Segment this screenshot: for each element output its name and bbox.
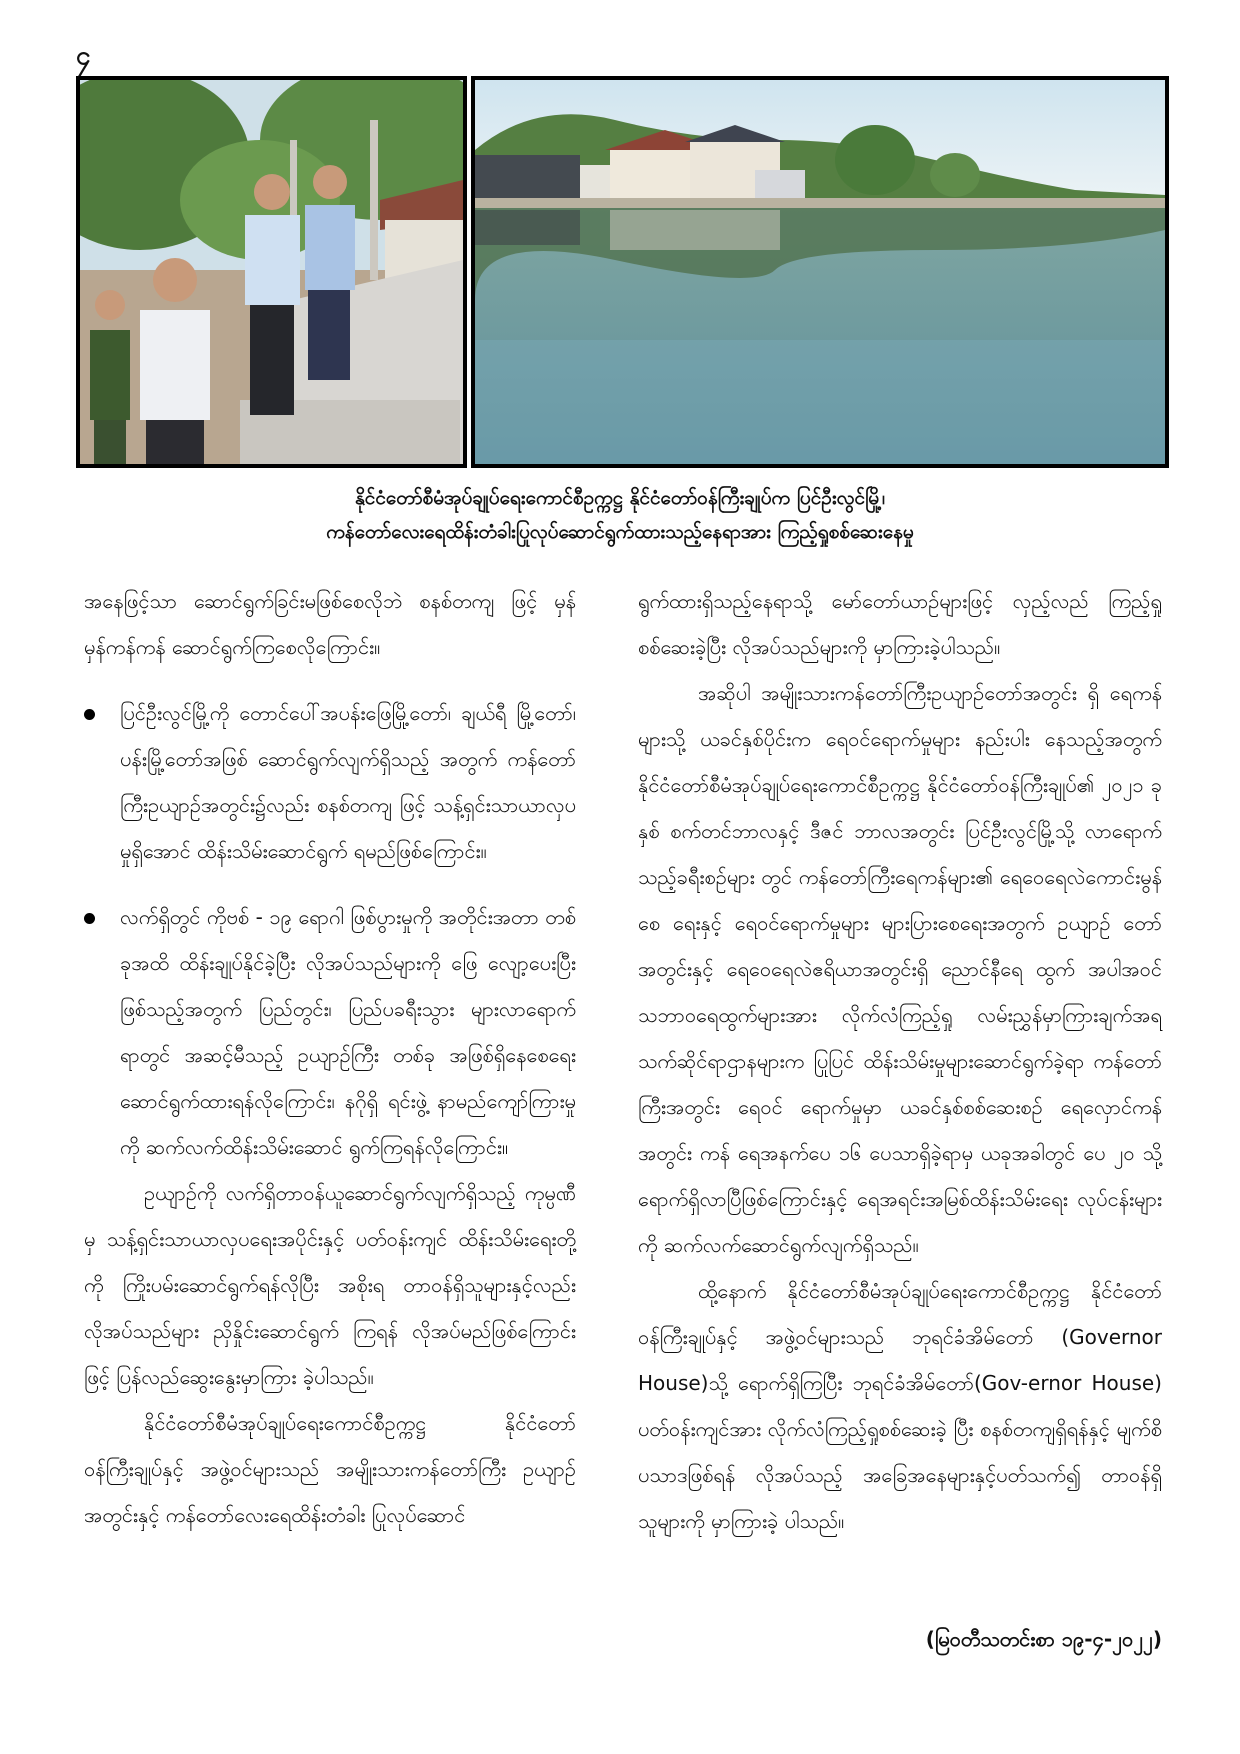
bullet-item [84,690,576,874]
right-text-column [638,578,1162,1544]
source-credit: (မြဝတီသတင်းစာ ၁၉-၄-၂၀၂၂) [925,1627,1162,1651]
lake-reflection-photo [471,76,1169,468]
page-number: ၄ [76,41,91,71]
site-inspection-photo [76,76,467,468]
paragraph: နိုင်ငံတော်စီမံအုပ်ချုပ်ရေးကောင်စီဥက္ကဋ္ဌ နိုင်ငံတော် ဝန်ကြီးချုပ်နှင့် အဖွဲ့ဝင်များသည် အမျိုးသားကန်တော်ကြီး ဥယျာဉ်အတွင်းနှင့် ကန်တော်လေးရေထိန်းတံခါး ပြုလုပ်ဆောင် [84,1411,576,1527]
paragraph: အဆိုပါ အမျိုးသားကန်တော်ကြီးဥယျာဉ်တော်အတွင်း ရှိ ရေကန်များသို့ ယခင်နှစ်ပိုင်းက ရေဝင်ရောက်မှုများ နည်းပါး နေသည့်အတွက် နိုင်ငံတော်စီမံအုပ်ချုပ်ရေးကောင်စီဥက္ကဋ္ဌ နိုင်ငံတော်ဝန်ကြီးချုပ်၏ ၂၀၂၁ ခုနှစ် စက်တင်ဘာလနှင့် ဒီဇင် ဘာလအတွင်း ပြင်ဦးလွင်မြို့သို့ လာရောက်သည့်ခရီးစဉ်များ တွင် ကန်တော်ကြီးရေကန်များ၏ ရေဝေရေလဲကောင်းမွန်စေ ရေးနှင့် ရေဝင်ရောက်မှုများ များပြားစေရေးအတွက် ဥယျာဉ် တော်အတွင်းနှင့် ရေဝေရေလဲဧရိယာအတွင်းရှိ ညောင်နီရေ ထွက် အပါအဝင် သဘာဝရေထွက်များအား လိုက်လံကြည့်ရှု လမ်းညွှန်မှာကြားချက်အရ သက်ဆိုင်ရာဌာနများက ပြုပြင် ထိန်းသိမ်းမှုများဆောင်ရွက်ခဲ့ရာ ကန်တော်ကြီးအတွင်း ရေဝင် ရောက်မှုမှာ ယခင်နှစ်စစ်ဆေးစဉ် ရေလှောင်ကန်အတွင်း ကန် ရေအနက်ပေ ၁၆ ပေသာရှိခဲ့ရာမှ ယခုအခါတွင် ပေ ၂၀ သို့ ရောက်ရှိလာပြီဖြစ်ကြောင်းနှင့် ရေအရင်းအမြစ်ထိန်းသိမ်းရေး လုပ်ငန်းများကို ဆက်လက်ဆောင်ရွက်လျက်ရှိသည်။ [638,681,1162,1257]
paragraph: ထို့နောက် နိုင်ငံတော်စီမံအုပ်ချုပ်ရေးကောင်စီဥက္ကဋ္ဌ နိုင်ငံတော်ဝန်ကြီးချုပ်နှင့် အဖွဲ့ဝင်များသည် ဘုရင်ခံအိမ်တော် (Governor House)သို့ ရောက်ရှိကြပြီး ဘုရင်ခံအိမ်တော်(Gov-ernor House) ပတ်ဝန်းကျင်အား လိုက်လံကြည့်ရှုစစ်ဆေးခဲ့ ပြီး စနစ်တကျရှိရန်နှင့် မျက်စိပသာဒဖြစ်ရန် လိုအပ်သည့် အခြေအနေများနှင့်ပတ်သက်၍ တာဝန်ရှိသူများကို မှာကြားခဲ့ ပါသည်။ [638,1279,1162,1533]
bullet-dot-icon [84,709,95,720]
paragraph: ရွက်ထားရှိသည့်နေရာသို့ မော်တော်ယာဉ်များဖြင့် လှည့်လည် ကြည့်ရှုစစ်ဆေးခဲ့ပြီး လိုအပ်သည်များကို မှာကြားခဲ့ပါသည်။ [638,589,1162,659]
bullet-text: ပြင်ဦးလွင်မြို့ကို တောင်ပေါ်အပန်းဖြေမြို့တော်၊ ချယ်ရီ မြို့တော်၊ ပန်းမြို့တော်အဖြစ် ဆောင်ရွက်လျက်ရှိသည့် အတွက် ကန်တော်ကြီးဥယျာဉ်အတွင်း၌လည်း စနစ်တကျ ဖြင့် သန့်ရှင်းသာယာလှပမှုရှိအောင် ထိန်းသိမ်းဆောင်ရွက် ရမည်ဖြစ်ကြောင်း။ [120,701,576,863]
paragraph: ဥယျာဉ်ကို လက်ရှိတာဝန်ယူဆောင်ရွက်လျက်ရှိသည့် ကုမ္ပဏီမှ သန့်ရှင်းသာယာလှပရေးအပိုင်းနှင့် ပတ်ဝန်းကျင် ထိန်းသိမ်းရေးတို့ကို ကြိုးပမ်းဆောင်ရွက်ရန်လိုပြီး အစိုးရ တာဝန်ရှိသူများနှင့်လည်း လိုအပ်သည်များ ညှိနှိုင်းဆောင်ရွက် ကြရန် လိုအပ်မည်ဖြစ်ကြောင်းဖြင့် ပြန်လည်ဆွေးနွေးမှာကြား ခဲ့ပါသည်။ [84,1181,576,1389]
left-text-column [84,578,576,1538]
caption-line-2: ကန်တော်လေးရေထိန်းတံခါးပြုလုပ်ဆောင်ရွက်ထားသည့်နေရာအား ကြည့်ရှုစစ်ဆေးနေမှု [326,521,914,543]
bullet-text: လက်ရှိတွင် ကိုဗစ် - ၁၉ ရောဂါ ဖြစ်ပွားမှုကို အတိုင်းအတာ တစ်ခုအထိ ထိန်းချုပ်နိုင်ခဲ့ပြီး လိုအပ်သည်များကို ဖြေ လျော့ပေးပြီးဖြစ်သည့်အတွက် ပြည်တွင်း၊ ပြည်ပခရီးသွား များလာရောက်ရာတွင် အဆင့်မီသည့် ဥယျာဉ်ကြီး တစ်ခု အဖြစ်ရှိနေစေရေး ဆောင်ရွက်ထားရန်လိုကြောင်း၊ နဂိုရှိ ရင်းဖွဲ့ နာမည်ကျော်ကြားမှုကို ဆက်လက်ထိန်းသိမ်းဆောင် ရွက်ကြရန်လိုကြောင်း။ [120,905,576,1159]
caption-line-1: နိုင်ငံတော်စီမံအုပ်ချုပ်ရေးကောင်စီဥက္ကဋ္ဌ နိုင်ငံတော်ဝန်ကြီးချုပ်က ပြင်ဦးလွင်မြို့၊ [354,487,885,509]
photo-caption [120,481,1120,549]
paragraph: အနေဖြင့်သာ ဆောင်ရွက်ခြင်းမဖြစ်စေလိုဘဲ စနစ်တကျ ဖြင့် မှန်မှန်ကန်ကန် ဆောင်ရွက်ကြစေလိုကြောင်း။ [84,589,576,659]
bullet-item [84,894,576,1170]
bullet-dot-icon [84,913,95,924]
